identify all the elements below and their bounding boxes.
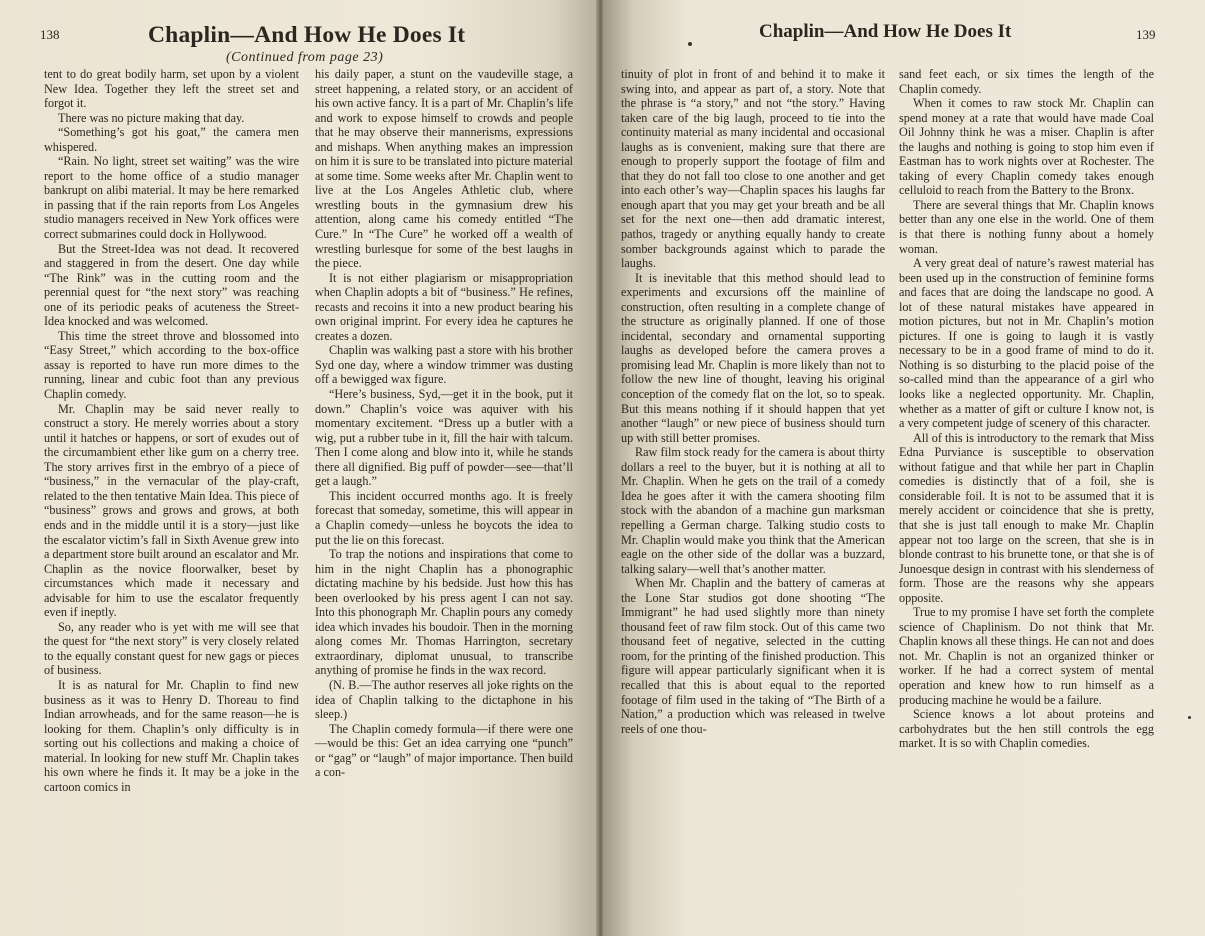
left-page-column-1 bbox=[44, 67, 299, 794]
page-number: 138 bbox=[40, 27, 60, 42]
paragraph: There are several things that Mr. Chaplin knows better than any one else in the world. One of them is that there is nothing funny about a homely woman. bbox=[899, 197, 1154, 256]
paragraph: This time the street throve and blossomed into “Easy Street,” which according to the box-office assay is reported to have run more dimes to the running, linear and cubic foot than any previous Chaplin comedy. bbox=[44, 328, 299, 402]
paragraph: “Something’s got his goat,” the camera men whispered. bbox=[44, 125, 299, 154]
ink-speck bbox=[1188, 716, 1191, 719]
left-page-column-2 bbox=[315, 67, 573, 780]
right-page bbox=[603, 0, 1205, 936]
paragraph: Science knows a lot about proteins and carbohydrates but the hen still controls the egg market. It is so with Chaplin comedies. bbox=[899, 707, 1154, 751]
paragraph: (N. B.—The author reserves all joke rights on the idea of Chaplin talking to the dictaphone in his sleep.) bbox=[315, 677, 573, 722]
right-page-column-1 bbox=[621, 67, 885, 736]
paragraph: True to my promise I have set forth the complete science of Chaplinism. Do not think that Mr. Chaplin knows all these things. He can not and does not. Mr. Chaplin is not an organized thinker or worker. If he had a correct system of mental operation and knew how to run himself as a producing machine he would be a failure. bbox=[899, 605, 1154, 707]
paragraph: It is as natural for Mr. Chaplin to find new business as it was to Henry D. Thoreau to find Indian arrowheads, and for the same reason—he is looking for them. Chaplin’s only difficulty is in sorting out his collections and making a choice of material. In looking for new stuff Mr. Chaplin takes his own where he finds it. It may be a joke in the cartoon comics in bbox=[44, 677, 299, 794]
paragraph: Chaplin was walking past a store with his brother Syd one day, where a window trimmer was dusting off a bewigged wax figure. bbox=[315, 343, 573, 387]
paragraph: It is not either plagiarism or misappropriation when Chaplin adopts a bit of “business.” He refines, recasts and recoins it into a new product bearing his own original imprint. For every idea he captures he creates a dozen. bbox=[315, 270, 573, 343]
paragraph: “Rain. No light, street set waiting” was the wire report to the home office of a studio manager bankrupt on alibi material. It may be here remarked in passing that if the rain reports from Los Angeles studio managers received in New York offices were correct submarines could dock in Hollywood. bbox=[44, 154, 299, 242]
running-head: Chaplin—And How He Does It bbox=[759, 21, 1012, 42]
paragraph: This incident occurred months ago. It is freely forecast that someday, sometime, this will appear in a Chaplin comedy—unless he boycots the idea to put the lie on this forecast. bbox=[315, 488, 573, 547]
paragraph: There was no picture making that day. bbox=[58, 110, 245, 125]
paragraph: sand feet each, or six times the length of the Chaplin comedy. bbox=[899, 67, 1154, 96]
continued-note: (Continued from page 23) bbox=[226, 50, 384, 65]
paragraph: Mr. Chaplin may be said never really to construct a story. He merely worries about a story until it hatches or happens, or sort of exudes out of the circumambient ether like gum on a cherry tree. The story arrives first in the embryo of a piece of “business,” in the vernacular of the play-craft, related to the then tentative Main Idea. This piece of “business” grows and grows and grows, at both ends and in the middle until it is a story—just like the escalator victim’s fall in Sixth Avenue grew into a department store built around an escalator and Mr. Chaplin as the novice floorwalker, beset by circumstances which made it necessary and advisable for him to use the escalator frequently even if ineptly. bbox=[44, 401, 299, 620]
paragraph: All of this is introductory to the remark that Miss Edna Purviance is susceptible to observation without fatigue and that while her part in Chaplin comedies is distinctly that of a foil, she is considerable foil. It is not to be assumed that it is merely accident or coincidence that she is pretty, that she is just tall enough to make Mr. Chaplin appear not too large on the screen, that she is in blonde contrast to his brunette tone, or that she is of Junoesque design in contrast with his slenderness of form. Those are the reasons why she appears opposite. bbox=[899, 430, 1154, 605]
paragraph: tent to do great bodily harm, set upon by a violent New Idea. Together they left the street set and forgot it. bbox=[44, 67, 299, 111]
paragraph: To trap the notions and inspirations that come to him in the night Chaplin has a phonographic dictating machine by his bedside. Just how this has been overlooked by his press agent I can not say. Into this phonograph Mr. Chaplin pours any comedy idea which invades his boudoir. Then in the morning along comes Mr. Thomas Harrington, secretary extraordinary, diplomat unusual, to transcribe anything of promise he finds in the wax record. bbox=[315, 547, 573, 678]
page-number: 139 bbox=[1136, 27, 1156, 42]
paragraph: So, any reader who is yet with me will see that the quest for “the next story” is very closely related to the equally constant quest for new gags or pieces of business. bbox=[44, 619, 299, 678]
paragraph: A very great deal of nature’s rawest material has been used up in the construction of feminine forms and faces that are doing the landscape no good. A lot of these natural mistakes have appeared in motion pictures, but not in Mr. Chaplin’s motion pictures. If one is going to laugh it is vastly necessary to be in a good frame of mind to do it. Nothing is so disturbing to the placid poise of the so-called mind than the appearance of a girl who looks like a neglected opportunity. Mr. Chaplin, whether as a matter of gift or culture I know not, is a very competent judge of scenery of this character. bbox=[899, 256, 1154, 431]
paragraph: It is inevitable that this method should lead to experiments and excursions off the mainline of construction, often resulting in a complete change of the structure as originally planned. If one of those incidental, secondary and ornamental supporting laughs as developed before the camera proves a promising lead Mr. Chaplin is more likely than not to follow the new line of thought, leaving his original conception of the comedy flat on the lot, so to speak. But this means nothing if it should happen that yet another “laugh” or new piece of business should turn up with still better promises. bbox=[621, 270, 885, 445]
ink-speck bbox=[688, 42, 692, 46]
paragraph: his daily paper, a stunt on the vaudeville stage, a street happening, a related story, or an accident of his own active fancy. It is a part of Mr. Chaplin’s life and work to expose himself to crowds and people that he may observe their mannerisms, expressions and mishaps. When anything makes an impression on him it is sure to be translated into picture material at some time. Some weeks after Mr. Chaplin went to live at the Los Angeles Athletic club, where wrestling bouts in the gymnasium drew his attention, along came his comedy entitled “The Cure.” In “The Cure” he worked off a wealth of wrestling burlesque for some of the best laughs in the piece. bbox=[315, 67, 573, 271]
paragraph: “Here’s business, Syd,—get it in the book, put it down.” Chaplin’s voice was aquiver with his momentary excitement. “Dress up a butler with a wig, put a rubber tube in it, fill the hair with talcum. Then I come along and blow into it, while he stands there all dignified. Big puff of powder—see—that’ll get a laugh.” bbox=[315, 387, 573, 489]
right-page-column-2 bbox=[899, 67, 1154, 751]
paragraph: When it comes to raw stock Mr. Chaplin can spend money at a rate that would have made Coal Oil Johnny think he was a miser. Chaplin is after the laughs and nothing is going to stop him even if Eastman has to work nights over at Rochester. The taking of every Chaplin comedy takes enough celluloid to reach from the Battery to the Bronx. bbox=[899, 96, 1154, 198]
paragraph: Raw film stock ready for the camera is about thirty dollars a reel to the buyer, but it is nothing at all to Mr. Chaplin. When he gets on the trail of a comedy Idea he goes after it with the camera shooting film stock with the abandon of a machine gun marksman repelling a German charge. Talking studio costs to Mr. Chaplin would make you think that the American eagle on the other side of the dollar was a buzzard, talking salary—well that’s another matter. bbox=[621, 445, 885, 576]
paragraph: But the Street-Idea was not dead. It recovered and staggered in from the desert. One day while “The Rink” was in the cutting room and the perennial quest for “the next story” was reaching one of its periodic peaks of acuteness the Street-Idea knocked and was welcomed. bbox=[44, 241, 299, 329]
paragraph: tinuity of plot in front of and behind it to make it swing into, and appear as part of, a story. Note that the phrase is “a story,” and not “the story.” Having taken care of the big laugh, proceed to tie into the continuity material as many incidental and occasional laughs as is convenient, making sure that there are enough to properly support the footage of film and that they do not fall too close to one another and get into each other’s way—Chaplin spaces his laughs far enough apart that you may get your breath and be all set for the next one—then add dramatic interest, pathos, tragedy or anything equally handy to create somber backgrounds against which to parade the laughs. bbox=[621, 67, 885, 271]
paragraph: The Chaplin comedy formula—if there were one—would be this: Get an idea carrying one “punch” or “gag” or “laugh” of major importance. Then build a con- bbox=[315, 721, 573, 780]
running-head: Chaplin—And How He Does It bbox=[148, 22, 466, 48]
left-page bbox=[0, 0, 598, 936]
paragraph: When Mr. Chaplin and the battery of cameras at the Lone Star studios got done shooting “The Immigrant” he had used slightly more than ninety thousand feet of raw film stock. Out of this came two thousand feet of negative, selected in the cutting room, for the printing of the finished production. This figure will appear particularly significant when it is recalled that this is about equal to the reported footage of film used in the taking of “The Birth of a Nation,” a production which was released in twelve reels of one thou- bbox=[621, 576, 885, 736]
